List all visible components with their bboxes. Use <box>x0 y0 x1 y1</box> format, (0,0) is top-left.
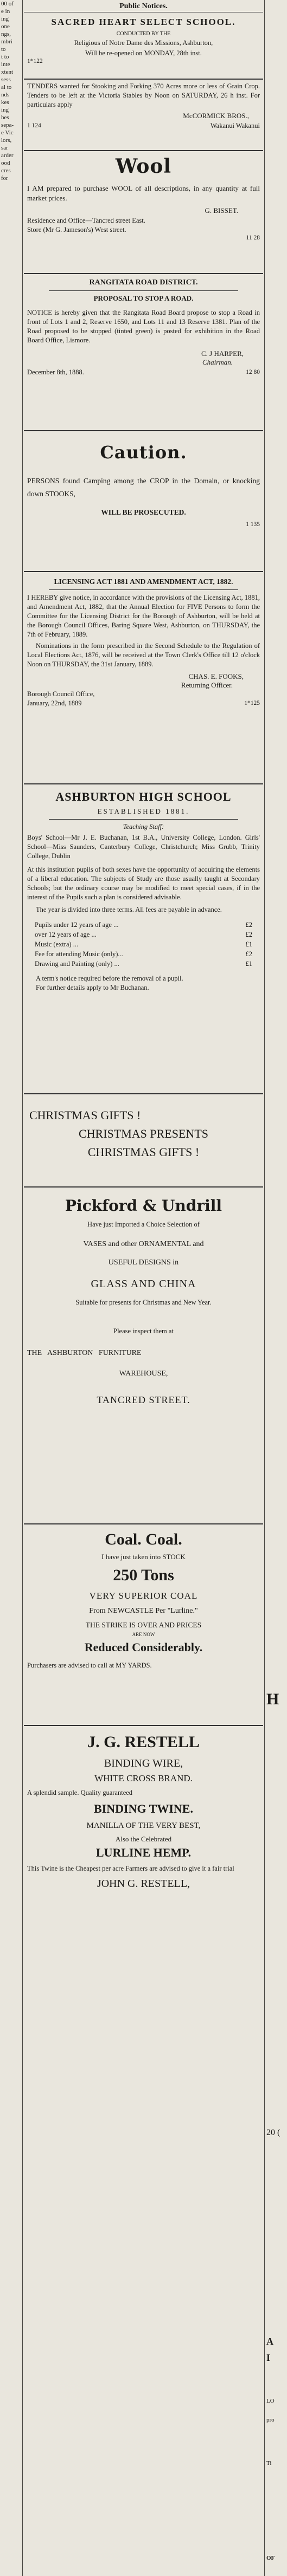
ad-caution <box>24 431 263 572</box>
ad-now: ARE NOW <box>132 1632 155 1637</box>
ad-wire: BINDING WIRE, <box>104 1757 183 1769</box>
left-margin-fragment: ngs, <box>1 31 11 37</box>
left-margin-fragment: 00 of <box>1 1 14 7</box>
ad-body-2: Nominations in the form prescribed in the Second Schedule to the Regulation of Local Elections Act, 1876, will be received at the Town Clerk's Office till 12 o'clock Noon on THURSDAY, the 31st January, 1889. <box>27 642 260 668</box>
ad-ref: 1 124 <box>27 122 41 129</box>
ad-body: TENDERS wanted for Stooking and Forking 370 Acres more or less of Grain Crop. Tenders to be left at the Victoria Stables by Noon on SATURDAY, 26 h inst. For particulars apply <box>27 82 260 108</box>
left-margin-fragment: e in <box>1 8 10 15</box>
ad-signer: CHAS. E. FOOKS, <box>188 672 244 680</box>
ad-warehouse-1: THE ASHBURTON FURNITURE <box>27 1349 142 1357</box>
ad-street: TANCRED STREET. <box>97 1394 190 1405</box>
left-margin-fragment: ing <box>1 107 9 113</box>
ad-apply: For further details apply to Mr Buchanan. <box>36 984 149 991</box>
left-margin-fragment: nds <box>1 92 10 98</box>
ad-title: Coal. Coal. <box>105 1530 182 1548</box>
ad-residence: Residence and Office—Tancred street East. <box>27 217 145 224</box>
ad-pickford-undrill <box>24 1188 263 1524</box>
ad-staff: Boys' School—Mr J. E. Buchanan, 1st B.A., University College, London. Girls' School—Miss Saunders, Canterbury College, Christchurch; Miss Grubb, Trinity College, Dublin <box>27 834 260 860</box>
ad-date: December 8th, 1888. <box>27 368 84 376</box>
ad-ref: 12 80 <box>246 369 260 375</box>
left-margin-fragment: inte <box>1 61 10 68</box>
ad-reduced: Reduced Considerably. <box>84 1640 203 1654</box>
ad-hemp: LURLINE HEMP. <box>95 1846 192 1859</box>
left-margin-fragment: ing <box>1 16 9 22</box>
ad-christmas <box>24 1094 263 1188</box>
fee-label: Drawing and Painting (only) ... <box>35 960 119 968</box>
ad-line-2: CHRISTMAS PRESENTS <box>78 1127 208 1140</box>
left-margin-fragment: cres <box>1 167 11 174</box>
ad-signer: McCORMICK BROS., <box>183 112 249 120</box>
ad-rangitata-road <box>24 274 263 431</box>
ad-from: From NEWCASTLE Per "Lurline." <box>89 1607 198 1615</box>
ad-vases: VASES and other ORNAMENTAL and <box>83 1240 204 1248</box>
fee-amount: £1 <box>245 940 252 948</box>
right-margin-i: I <box>266 2352 271 2363</box>
ad-sample: A splendid sample. Quality guaranteed <box>27 1789 133 1796</box>
ad-restell <box>24 1726 263 1991</box>
left-margin-fragment: xtent <box>1 69 13 75</box>
right-margin-column <box>265 0 287 2576</box>
ad-inspect: Please inspect them at <box>113 1327 174 1335</box>
left-margin-fragment: ood <box>1 160 10 166</box>
ad-warehouse-2: WAREHOUSE, <box>119 1370 168 1378</box>
right-margin-lo: LO <box>266 2398 275 2404</box>
right-margin-h: H <box>266 1690 279 1708</box>
ad-warning: WILL BE PROSECUTED. <box>101 508 186 516</box>
left-margin-fragment: kes <box>1 99 9 106</box>
fee-label: Fee for attending Music (only)... <box>35 950 123 958</box>
ad-ref: 11 28 <box>246 235 260 241</box>
ad-body: Religious of Notre Dame des Missions, Ashburton, <box>74 39 213 47</box>
ad-place: Wakanui Wakanui <box>210 122 260 129</box>
left-margin-fragment: mbri <box>1 38 12 45</box>
column-header: Public Notices. <box>24 0 263 12</box>
ad-manilla: MANILLA OF THE VERY BEST, <box>86 1821 201 1830</box>
ad-body: PERSONS found Camping among the CROP in the Domain, or knocking down STOOKS, <box>27 477 260 498</box>
ad-also: Also the Celebrated <box>115 1835 172 1843</box>
ad-title: LICENSING ACT 1881 AND AMENDMENT ACT, 1882. <box>54 578 233 586</box>
left-margin-column <box>0 0 22 2576</box>
ad-body: I AM prepared to purchase WOOL of all descriptions, in any quantity at full market prices. <box>27 184 260 202</box>
right-margin-20: 20 ( <box>266 2128 280 2137</box>
ad-title: SACRED HEART SELECT SCHOOL. <box>51 17 236 27</box>
ad-reopen: Will be re-opened on MONDAY, 28th inst. <box>85 49 202 57</box>
left-margin-fragment: t to <box>1 54 9 60</box>
ad-wool <box>24 151 263 274</box>
ad-notice: A term's notice required before the removal of a pupil. <box>36 975 183 982</box>
ad-tons: 250 Tons <box>113 1566 174 1584</box>
ad-ref: 1*122 <box>27 58 43 64</box>
ad-subtitle: PROPOSAL TO STOP A ROAD. <box>93 294 194 302</box>
ad-signer: JOHN G. RESTELL, <box>97 1878 190 1890</box>
ad-title: ASHBURTON HIGH SCHOOL <box>55 790 232 803</box>
left-column-rule <box>22 0 23 2576</box>
fee-label: over 12 years of age ... <box>35 931 97 938</box>
ad-high-school <box>24 784 263 1094</box>
ad-suitable: Suitable for presents for Christmas and New Year. <box>75 1299 212 1306</box>
ad-ref: 1 135 <box>246 521 260 528</box>
ad-sacred-heart-school <box>24 12 263 80</box>
ad-title: RANGITATA ROAD DISTRICT. <box>89 278 198 287</box>
left-margin-fragment: e Vic <box>1 129 14 136</box>
ad-brand: WHITE CROSS BRAND. <box>94 1773 193 1783</box>
public-notices-column <box>24 0 263 2576</box>
ad-coal <box>24 1524 263 1726</box>
left-margin-fragment: sess <box>1 76 11 83</box>
ad-office: Borough Council Office, <box>27 690 95 698</box>
ad-ref: 1*125 <box>244 700 260 706</box>
ad-name: J. G. RESTELL <box>87 1733 200 1751</box>
ad-role: Returning Officer. <box>181 681 233 689</box>
ad-useful: USEFUL DESIGNS in <box>108 1258 179 1267</box>
ad-body: I HEREBY give notice, in accordance with the provisions of the Licensing Act, 1881, and Amendment Act, 1882, that the Annual Election for FIVE Persons to form the Committee for the Licensing District for the Borough of Ashburton, will be held at the Borough Council Offices, Baring Square West, Ashburton, on THURSDAY, the 7th of February, 1889. <box>27 594 260 638</box>
ad-twine: BINDING TWINE. <box>94 1802 193 1815</box>
ad-stock: I have just taken into STOCK <box>101 1553 186 1561</box>
fee-row <box>27 920 260 930</box>
left-margin-fragment: for <box>1 175 8 181</box>
ad-licensing-act <box>24 572 263 784</box>
ad-terms: The year is divided into three terms. All fees are payable in advance. <box>36 906 222 913</box>
ad-cheapest: This Twine is the Cheapest per acre Farmers are advised to give it a fair trial <box>27 1865 234 1872</box>
left-margin-fragment: hes <box>1 114 9 121</box>
ad-established: ESTABLISHED 1881. <box>97 807 190 815</box>
ad-signer: G. BISSET. <box>205 206 238 215</box>
ad-title: Wool <box>115 155 172 178</box>
left-margin-fragment: arder <box>1 152 14 159</box>
ad-signer: C. J HARPER, <box>201 349 244 358</box>
ad-glass: GLASS AND CHINA <box>91 1278 196 1290</box>
fee-row <box>27 959 260 969</box>
ad-role: Chairman. <box>202 358 233 366</box>
ad-title: Pickford & Undrill <box>65 1197 222 1215</box>
ad-imported: Have just Imported a Choice Selection of <box>87 1221 200 1228</box>
fee-table <box>27 920 260 969</box>
right-margin-ti: Ti <box>266 2460 272 2467</box>
right-margin-a: A <box>266 2336 273 2347</box>
ad-line-1: CHRISTMAS GIFTS ! <box>29 1108 141 1122</box>
ad-purchasers: Purchasers are advised to call at MY YARDS. <box>27 1662 152 1669</box>
ad-date: January, 22nd, 1889 <box>27 699 82 707</box>
ad-store: Store (Mr G. Jameson's) West street. <box>27 226 126 233</box>
fee-amount: £2 <box>245 950 252 958</box>
ad-quality: VERY SUPERIOR COAL <box>89 1591 198 1601</box>
right-margin-pro: pro <box>266 2417 275 2423</box>
fee-label: Music (extra) ... <box>35 940 79 948</box>
right-margin-of: OF <box>266 2555 275 2561</box>
fee-amount: £2 <box>245 931 252 938</box>
left-margin-fragment: lors, <box>1 137 12 144</box>
ad-line-3: CHRISTMAS GIFTS ! <box>87 1145 200 1159</box>
left-margin-fragment: to <box>1 46 6 53</box>
left-margin-fragment: al to <box>1 84 12 90</box>
fee-row <box>27 949 260 959</box>
ad-title: Caution. <box>100 442 187 463</box>
left-margin-fragment: sepa- <box>1 122 14 128</box>
ad-body: At this institution pupils of both sexes have the opportunity of acquiring the elements of a liberal education. The subjects of Study are those usually taught at Secondary Schools; but the ordinary course may be modified to meet special cases, if in the interest of the Pupils such a plan is considered advisable. <box>27 866 260 901</box>
fee-label: Pupils under 12 years of age ... <box>35 921 119 929</box>
ad-body: NOTICE is hereby given that the Rangitata Road Board propose to stop a Road in front of Lots 1 and 2, Reserve 1650, and Lots 11 and 13 Reserve 1381. Plan of the Road proposed to be stopped (tinted green) is posted for exhibition in the Road Board Office, Lismore. <box>27 309 260 344</box>
fee-row <box>27 930 260 939</box>
fee-row <box>27 939 260 949</box>
left-margin-fragment: sar <box>1 145 8 151</box>
fee-amount: £1 <box>245 960 252 968</box>
ad-strike: THE STRIKE IS OVER AND PRICES <box>85 1621 202 1629</box>
fee-amount: £2 <box>245 921 252 929</box>
ad-tenders <box>24 80 263 151</box>
left-margin-fragment: one <box>1 23 10 30</box>
right-column-rule <box>264 0 265 2576</box>
ad-subtitle: CONDUCTED BY THE <box>116 31 171 37</box>
ad-staff-heading: Teaching Staff: <box>123 823 164 830</box>
